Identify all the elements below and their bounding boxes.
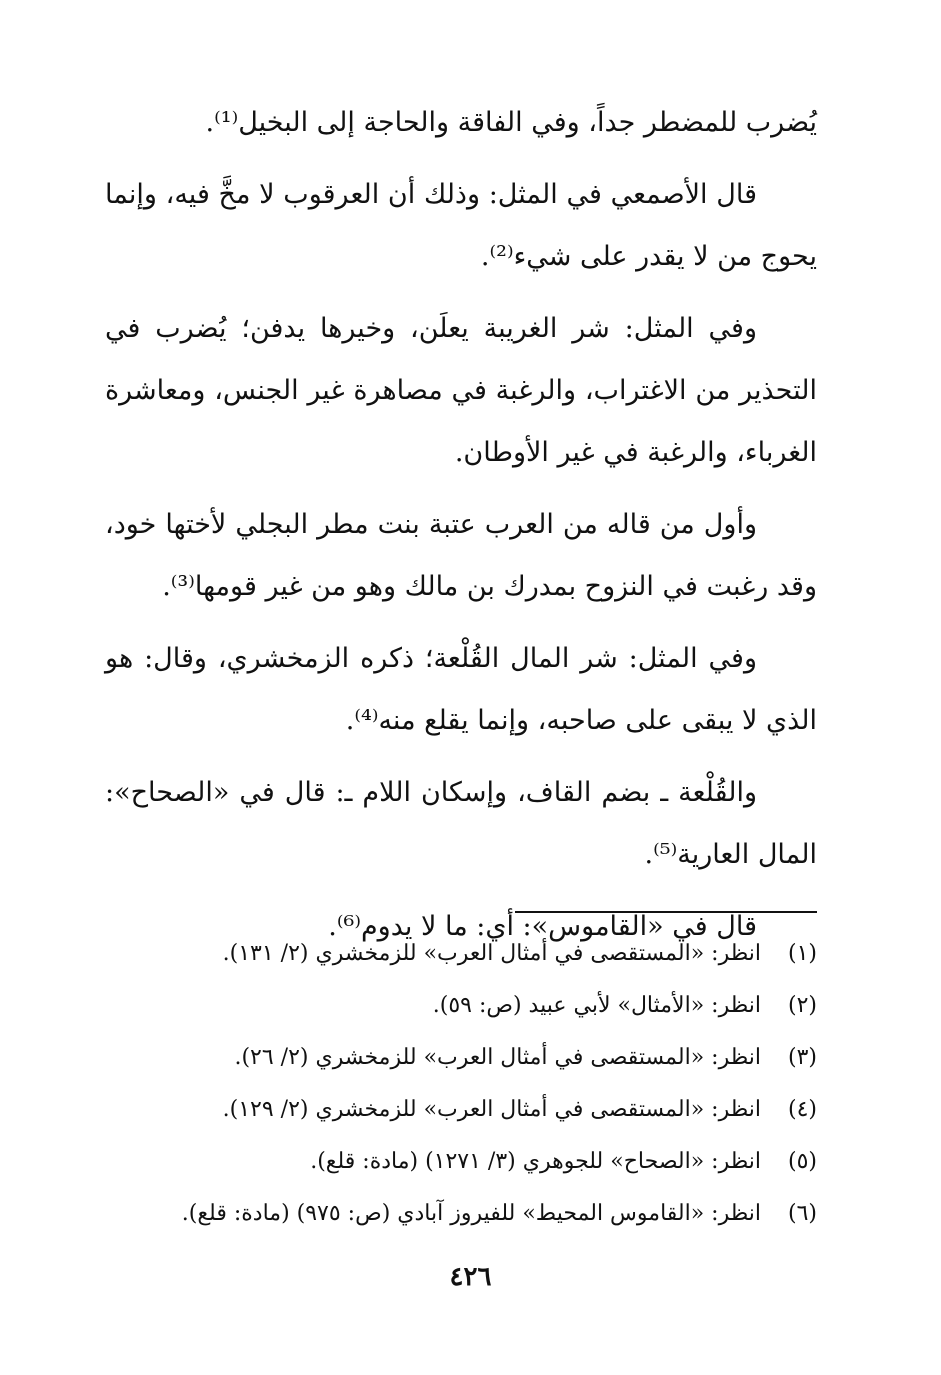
paragraph-4: وأول من قاله من العرب عتبة بنت مطر البجلي لأختها خود، وقد رغبت في النزوح بمدرك بن مالك وهو من غير قومها⁽³⁾. [105,509,817,602]
footnote-1 [105,928,817,980]
footnote-4 [105,1084,817,1136]
footnote-5 [105,1136,817,1188]
footnotes [105,928,817,1240]
footnote-number: (١) [787,941,817,966]
footnote-number: (٢) [787,993,817,1018]
footnote-3 [105,1032,817,1084]
footnote-text: انظر: «الصحاح» للجوهري (٣/ ١٢٧١) (مادة: قلع). [310,1149,761,1174]
paragraph-2: قال الأصمعي في المثل: وذلك أن العرقوب لا مخَّ فيه، وإنما يحوج من لا يقدر على شيء⁽²⁾. [105,179,817,272]
main-text [105,92,817,968]
footnote-text: انظر: «الأمثال» لأبي عبيد (ص: ٥٩). [432,993,761,1018]
footnote-2 [105,980,817,1032]
footnote-6 [105,1188,817,1240]
footnote-number: (٥) [787,1149,817,1174]
footnote-number: (٣) [787,1045,817,1070]
paragraph-7: قال في «القاموس»: أي: ما لا يدوم⁽⁶⁾. [328,911,757,942]
paragraph-1: يُضرب للمضطر جداً، وفي الفاقة والحاجة إلى البخيل⁽¹⁾. [205,107,817,138]
footnote-divider [515,911,817,913]
paragraph-5: وفي المثل: شر المال القُلْعة؛ ذكره الزمخشري، وقال: هو الذي لا يبقى على صاحبه، وإنما يقلع منه⁽⁴⁾. [105,643,817,736]
footnote-text: انظر: «المستقصى في أمثال العرب» للزمخشري (٢/ ١٣١). [222,941,761,966]
page-number: ٤٢٦ [449,1262,492,1292]
paragraph-3: وفي المثل: شر الغريبة يعلَن، وخيرها يدفن؛ يُضرب في التحذير من الاغتراب، والرغبة في مصاهرة غير الجنس، ومعاشرة الغرباء، والرغبة في غير الأوطان. [105,313,817,468]
footnote-number: (٦) [787,1201,817,1226]
footnote-text: انظر: «المستقصى في أمثال العرب» للزمخشري (٢/ ١٢٩). [222,1097,761,1122]
paragraph-6: والقُلْعة ـ بضم القاف، وإسكان اللام ـ: قال في «الصحاح»: المال العارية⁽⁵⁾. [105,777,817,870]
footnote-text: انظر: «القاموس المحيط» للفيروز آبادي (ص: ٩٧٥) (مادة: قلع). [181,1201,761,1226]
footnote-text: انظر: «المستقصى في أمثال العرب» للزمخشري (٢/ ٢٦). [234,1045,761,1070]
footnote-number: (٤) [787,1097,817,1122]
